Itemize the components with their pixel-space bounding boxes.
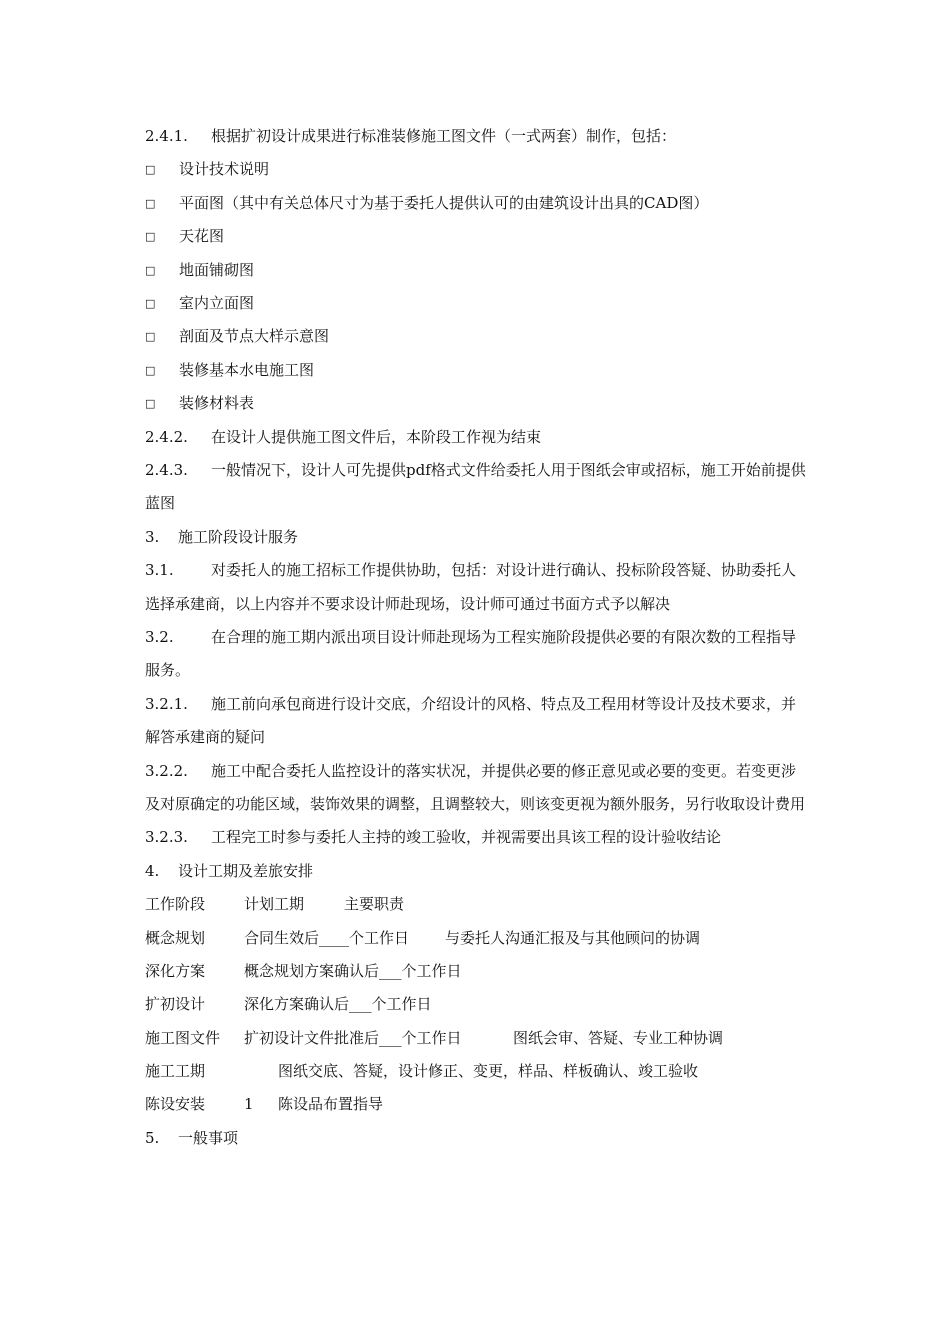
schedule-row <box>145 1055 810 1088</box>
schedule-table <box>145 888 810 1122</box>
clause-number: 2.4.1. <box>145 127 188 145</box>
bullet-item <box>145 354 810 387</box>
bullet-text: 剖面及节点大样示意图 <box>179 327 330 346</box>
row-duty: 图纸会审、答疑、专业工种协调 <box>513 1028 724 1047</box>
bullet-text: 地面铺砌图 <box>179 260 255 279</box>
section-number: 5. <box>145 1128 160 1147</box>
row-period: 深化方案确认后___个工作日 <box>244 995 432 1014</box>
section-title: 一般事项 <box>178 1128 239 1147</box>
clause-text: 工程完工时参与委托人主持的竣工验收，并视需要出具该工程的设计验收结论 <box>211 828 722 847</box>
bullet-square-icon: □ <box>145 397 156 411</box>
bullet-square-icon: □ <box>145 263 156 277</box>
clause-number: 3.1. <box>145 561 174 580</box>
schedule-row <box>145 1088 810 1121</box>
header-stage: 工作阶段 <box>145 895 206 914</box>
bullet-square-icon: □ <box>145 163 156 177</box>
bullet-square-icon: □ <box>145 196 156 210</box>
schedule-header-row <box>145 888 810 921</box>
bullet-square-icon: □ <box>145 230 156 244</box>
clause-3-2 <box>145 621 810 688</box>
bullet-square-icon: □ <box>145 363 156 377</box>
clause-3-2-3 <box>145 821 810 854</box>
clause-3-2-2 <box>145 755 810 822</box>
bullet-item <box>145 187 810 220</box>
bullet-square-icon: □ <box>145 330 156 344</box>
clause-2-4-1 <box>145 120 810 153</box>
row-period: 1 <box>244 1095 254 1114</box>
row-duty: 与委托人沟通汇报及与其他顾问的协调 <box>445 928 701 947</box>
bullet-square-icon: □ <box>145 296 156 310</box>
header-duty: 主要职责 <box>344 895 405 914</box>
bullet-item <box>145 320 810 353</box>
document-body <box>145 120 810 1155</box>
section-title: 设计工期及差旅安排 <box>178 861 314 880</box>
section-number: 4. <box>145 861 160 880</box>
clause-2-4-2 <box>145 421 810 454</box>
clause-3-1 <box>145 554 810 621</box>
row-stage: 概念规划 <box>145 928 206 947</box>
clause-2-4-3 <box>145 454 810 521</box>
bullet-text: 设计技术说明 <box>179 160 270 179</box>
clause-text: 在合理的施工期内派出项目设计师赴现场为工程实施阶段提供必要的有限次数的工程指导服务。 <box>145 627 797 680</box>
bullet-item <box>145 153 810 186</box>
row-period: 概念规划方案确认后___个工作日 <box>244 961 462 980</box>
clause-text: 施工前向承包商进行设计交底，介绍设计的风格、特点及工程用材等设计及技术要求，并解答承建商的疑问 <box>145 694 797 747</box>
clause-text: 一般情况下，设计人可先提供pdf格式文件给委托人用于图纸会审或招标，施工开始前提供蓝图 <box>145 460 806 513</box>
row-stage: 扩初设计 <box>145 995 206 1014</box>
clause-number: 2.4.2. <box>145 427 188 446</box>
clause-number: 3.2.1. <box>145 694 188 713</box>
bullet-text: 装修基本水电施工图 <box>179 360 315 379</box>
row-stage: 陈设安装 <box>145 1095 206 1114</box>
clause-number: 2.4.3. <box>145 460 188 479</box>
clause-text: 施工中配合委托人监控设计的落实状况，并提供必要的修正意见或必要的变更。若变更涉及对原确定的功能区域，装饰效果的调整，且调整较大，则该变更视为额外服务，另行收取设计费用 <box>145 761 806 813</box>
clause-text: 根据扩初设计成果进行标准装修施工图文件（一式两套）制作，包括： <box>211 127 677 145</box>
bullet-item <box>145 220 810 253</box>
section-5-heading <box>145 1122 810 1155</box>
schedule-row <box>145 955 810 988</box>
clause-number: 3.2.3. <box>145 828 188 847</box>
row-stage: 施工工期 <box>145 1062 206 1081</box>
clause-number: 3.2.2. <box>145 761 188 780</box>
clause-text: 对委托人的施工招标工作提供协助，包括：对设计进行确认、投标阶段答疑、协助委托人选择承建商，以上内容并不要求设计师赴现场，设计师可通过书面方式予以解决 <box>145 561 797 613</box>
section-3-heading <box>145 521 810 554</box>
clause-number: 3.2. <box>145 627 174 646</box>
bullet-item <box>145 387 810 420</box>
bullet-text: 天花图 <box>179 227 225 246</box>
row-period: 扩初设计文件批准后___个工作日 <box>244 1028 462 1047</box>
schedule-row <box>145 988 810 1021</box>
bullet-text: 室内立面图 <box>179 293 255 312</box>
bullet-text: 平面图（其中有关总体尺寸为基于委托人提供认可的由建筑设计出具的CAD图） <box>179 193 709 212</box>
section-number: 3. <box>145 527 160 546</box>
clause-text: 在设计人提供施工图文件后，本阶段工作视为结束 <box>211 427 542 446</box>
bullet-text: 装修材料表 <box>179 394 255 413</box>
schedule-row <box>145 922 810 955</box>
row-stage: 深化方案 <box>145 961 206 980</box>
section-4-heading <box>145 855 810 888</box>
bullet-item <box>145 287 810 320</box>
row-stage: 施工图文件 <box>145 1028 221 1047</box>
section-title: 施工阶段设计服务 <box>178 527 299 546</box>
row-duty: 陈设品布置指导 <box>278 1095 384 1114</box>
row-duty: 图纸交底、答疑，设计修正、变更，样品、样板确认、竣工验收 <box>278 1062 699 1081</box>
schedule-row <box>145 1022 810 1055</box>
clause-3-2-1 <box>145 688 810 755</box>
row-period: 合同生效后____个工作日 <box>244 928 410 947</box>
header-period: 计划工期 <box>244 895 305 914</box>
bullet-item <box>145 254 810 287</box>
